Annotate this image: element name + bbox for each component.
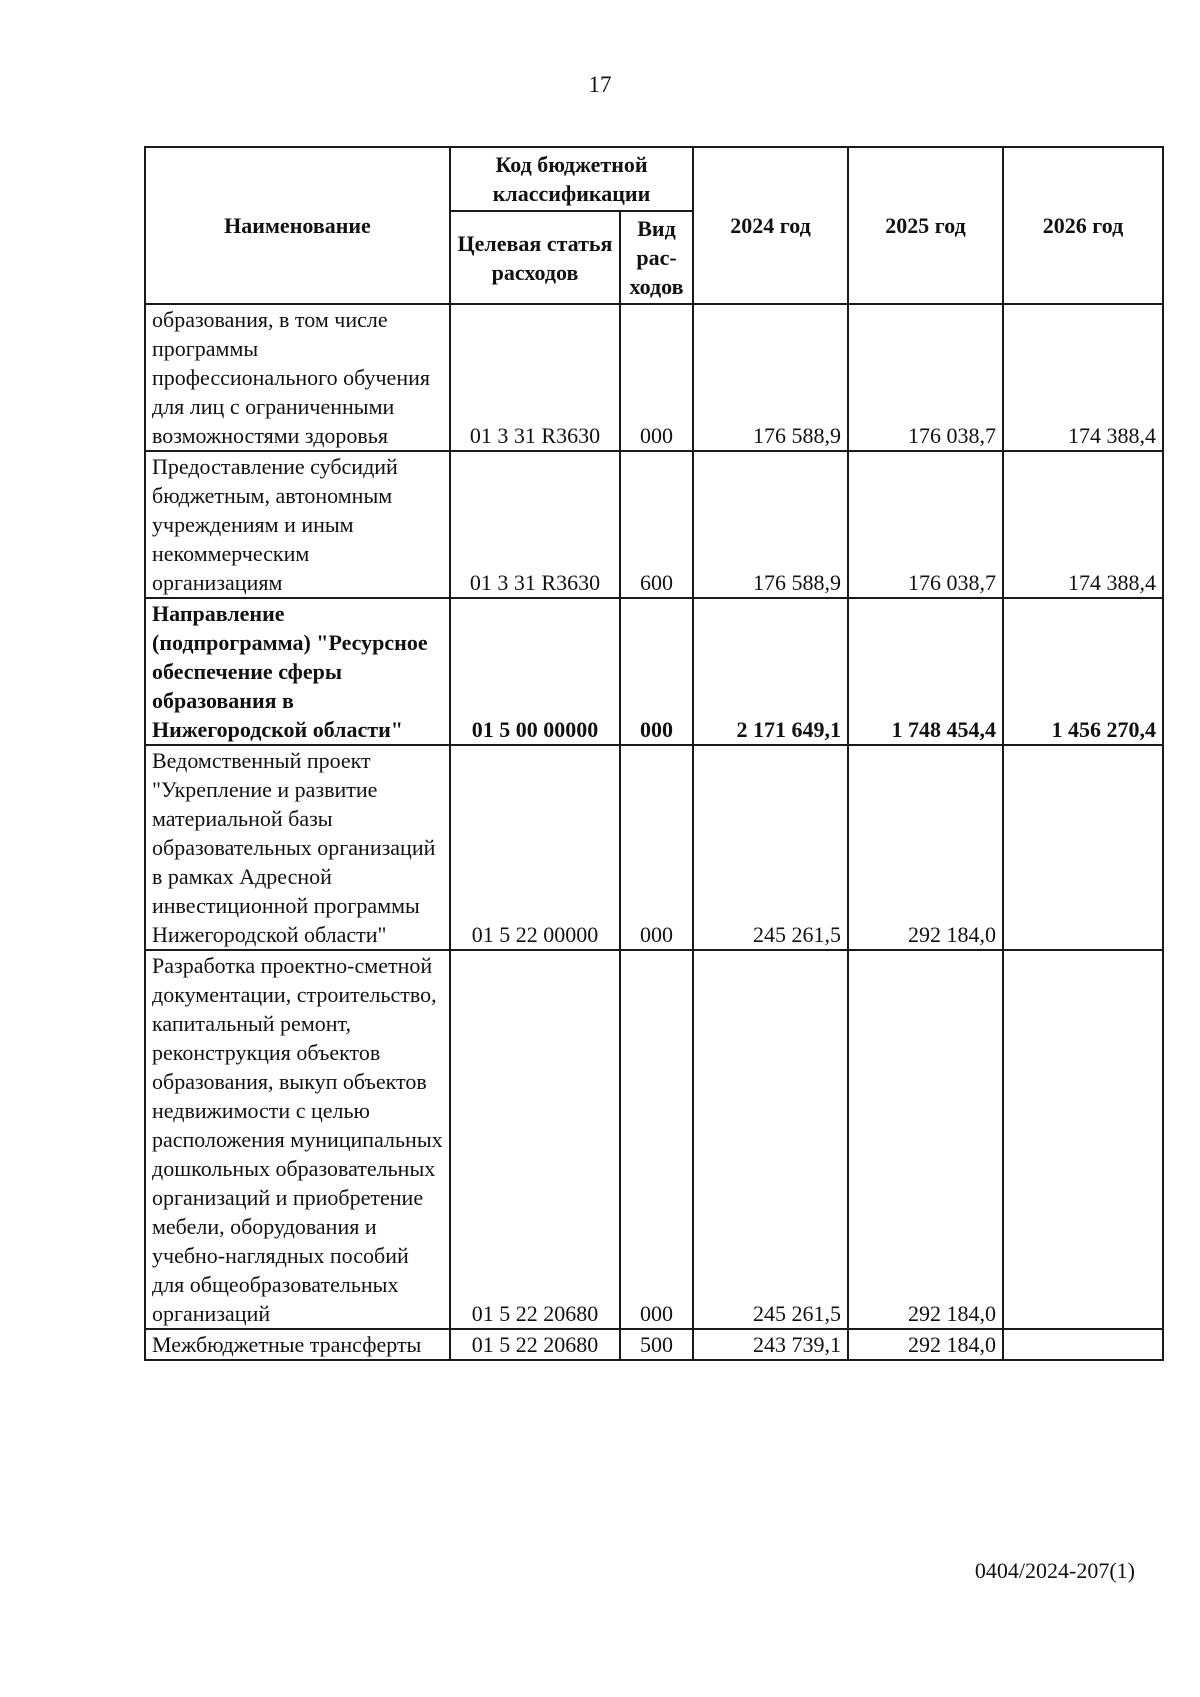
row-code: 01 5 00 00000 <box>450 598 620 745</box>
row-kind: 600 <box>620 451 693 598</box>
row-2025: 292 184,0 <box>848 745 1003 950</box>
row-kind: 500 <box>620 1329 693 1360</box>
row-code: 01 5 22 20680 <box>450 950 620 1329</box>
header-kind: Вид рас-ходов <box>620 211 693 304</box>
header-name: Наименование <box>145 147 450 304</box>
row-2026 <box>1003 745 1163 950</box>
page-number: 17 <box>588 72 612 97</box>
row-2025: 176 038,7 <box>848 451 1003 598</box>
table-row <box>145 304 1163 451</box>
row-2024: 245 261,5 <box>693 745 848 950</box>
row-name: Направление (подпрограмма) "Ресурсное обеспечение сферы образования в Нижегородской области" <box>145 598 450 745</box>
row-2026: 1 456 270,4 <box>1003 598 1163 745</box>
row-2026: 174 388,4 <box>1003 451 1163 598</box>
row-2024: 245 261,5 <box>693 950 848 1329</box>
header-code-group: Код бюджетной классификации <box>450 147 693 211</box>
table-row <box>145 1329 1163 1360</box>
row-name: Разработка проектно-сметной документации, строительство, капитальный ремонт, реконструкция объектов образования, выкуп объектов недвижимости с целью расположения муниципальных дошкольных образовательных организаций и приобретение мебели, оборудования и учебно-наглядных пособий для общеобразовательных организаций <box>145 950 450 1329</box>
row-code: 01 5 22 20680 <box>450 1329 620 1360</box>
row-2026: 174 388,4 <box>1003 304 1163 451</box>
row-2026 <box>1003 950 1163 1329</box>
table-row <box>145 451 1163 598</box>
table-row <box>145 745 1163 950</box>
row-kind: 000 <box>620 950 693 1329</box>
row-2025: 1 748 454,4 <box>848 598 1003 745</box>
table-row <box>145 950 1163 1329</box>
table-header-row <box>145 147 1163 211</box>
row-2024: 2 171 649,1 <box>693 598 848 745</box>
table-row-subprogram <box>145 598 1163 745</box>
header-2026: 2026 год <box>1003 147 1163 304</box>
row-2024: 176 588,9 <box>693 451 848 598</box>
row-2024: 243 739,1 <box>693 1329 848 1360</box>
row-name: образования, в том числе программы профессионального обучения для лиц с ограниченными возможностями здоровья <box>145 304 450 451</box>
row-code: 01 3 31 R3630 <box>450 451 620 598</box>
row-2024: 176 588,9 <box>693 304 848 451</box>
document-registration-number: 0404/2024-207(1) <box>974 1558 1135 1583</box>
row-name: Межбюджетные трансферты <box>145 1329 450 1360</box>
header-2024: 2024 год <box>693 147 848 304</box>
header-2025: 2025 год <box>848 147 1003 304</box>
row-2025: 176 038,7 <box>848 304 1003 451</box>
budget-table <box>144 146 1164 1361</box>
row-name: Ведомственный проект "Укрепление и развитие материальной базы образовательных организаций в рамках Адресной инвестиционной программы Нижегородской области" <box>145 745 450 950</box>
row-kind: 000 <box>620 304 693 451</box>
header-target: Целевая статья расходов <box>450 211 620 304</box>
row-2025: 292 184,0 <box>848 950 1003 1329</box>
row-kind: 000 <box>620 745 693 950</box>
row-kind: 000 <box>620 598 693 745</box>
row-2026 <box>1003 1329 1163 1360</box>
row-2025: 292 184,0 <box>848 1329 1003 1360</box>
row-code: 01 3 31 R3630 <box>450 304 620 451</box>
row-name: Предоставление субсидий бюджетным, автономным учреждениям и иным некоммерческим организациям <box>145 451 450 598</box>
row-code: 01 5 22 00000 <box>450 745 620 950</box>
